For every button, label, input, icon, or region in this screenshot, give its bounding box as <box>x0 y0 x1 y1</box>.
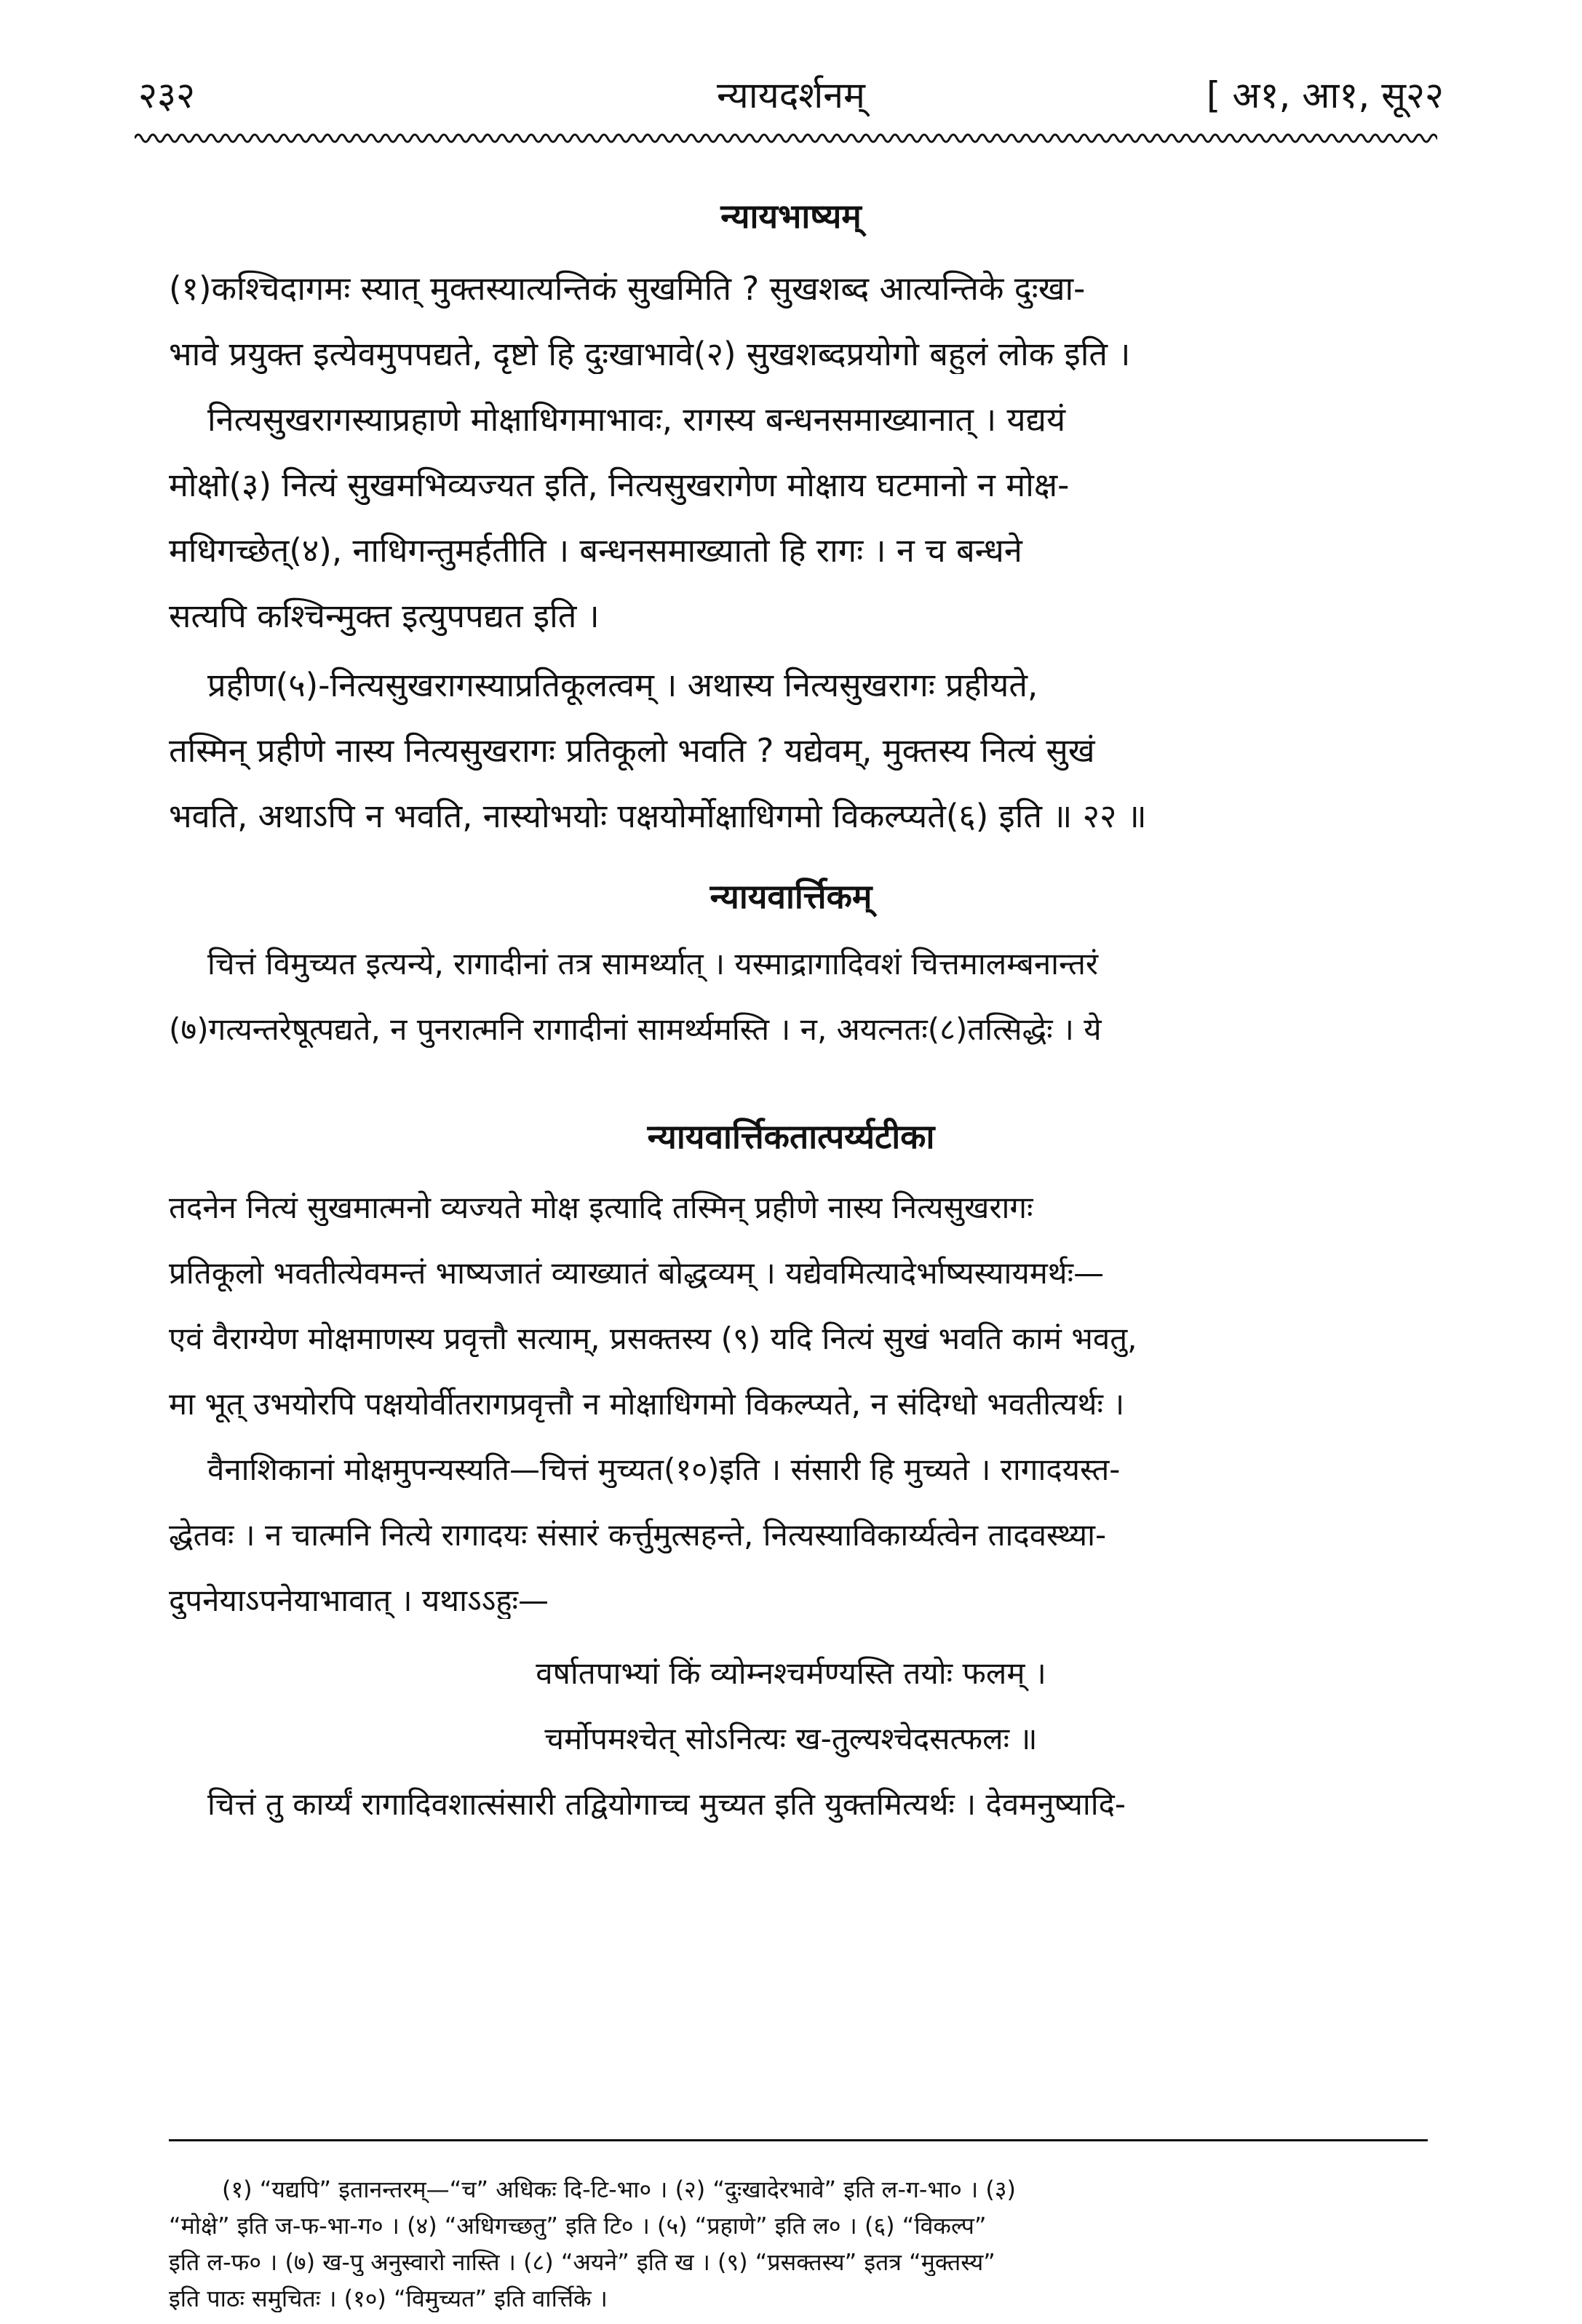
tika-line-7: दुपनेयाऽपनेयाभावात् । यथाऽऽहुः— <box>169 1583 549 1618</box>
footnote-rule <box>169 2139 1428 2141</box>
verse-line-2: चर्मोपमश्चेत् सोऽनित्यः ख-तुल्यश्चेदसत्फलः ॥ <box>544 1721 1038 1756</box>
tika-line-1: तदनेन नित्यं सुखमात्मनो व्यज्यते मोक्ष इत्यादि तस्मिन् प्रहीणे नास्य नित्यसुखरागः <box>169 1190 1033 1225</box>
varttika-line-1: चित्तं विमुच्यत इत्यन्ये, रागादीनां तत्र सामर्थ्यात् । यस्माद्रागादिवशं चित्तमालम्बनान्तरं <box>207 946 1099 982</box>
chapter-reference: [ अ१, आ१, सू२२ <box>1206 74 1444 116</box>
book-title: न्यायदर्शनम् <box>717 74 865 116</box>
varttika-line-2: (७)गत्यन्तरेषूत्पद्यते, न पुनरात्मनि रागादीनां सामर्थ्यमस्ति । न, अयत्नतः(८)तत्सिद्धेः । ये <box>169 1011 1102 1047</box>
bhashya-heading: न्यायभाष्यम् <box>720 196 862 236</box>
tika-line-2: प्रतिकूलो भवतीत्येवमन्तं भाष्यजातं व्याख्यातं बोद्धव्यम् । यद्येवमित्यादेर्भाष्यस्यायमर्थः— <box>169 1255 1105 1291</box>
bhashya-line-1: (१)कश्चिदागमः स्यात् मुक्तस्यात्यन्तिकं सुखमिति ? सुखशब्द आत्यन्तिके दुःखा- <box>169 269 1086 308</box>
bhashya-line-2: भावे प्रयुक्त इत्येवमुपपद्यते, दृष्टो हि दुःखाभावे(२) सुखशब्दप्रयोगो बहुलं लोक इति । <box>169 335 1131 373</box>
footnote-line-2: “मोक्षे” इति ज-फ-भा-ग० । (४) “अधिगच्छतु” इति टि० । (५) “प्रहाणे” इति ल० । (६) “विकल्प” <box>169 2212 987 2240</box>
verse-line-1: वर्षातपाभ्यां किं व्योम्नश्चर्मण्यस्ति तयोः फलम् । <box>536 1655 1046 1691</box>
bhashya-line-5: मधिगच्छेत्(४), नाधिगन्तुमर्हतीति । बन्धनसमाख्यातो हि रागः । न च बन्धने <box>169 531 1022 570</box>
bhashya-line-6: सत्यपि कश्चिन्मुक्त इत्युपपद्यत इति । <box>169 597 600 635</box>
bhashya-line-4: मोक्षो(३) नित्यं सुखमभिव्यज्यत इति, नित्यसुखरागेण मोक्षाय घटमानो न मोक्ष- <box>169 466 1070 504</box>
bhashya-line-7: प्रहीण(५)-नित्यसुखरागस्याप्रतिकूलत्वम् । अथास्य नित्यसुखरागः प्रहीयते, <box>207 666 1038 704</box>
tika-line-6: द्धेतवः । न चात्मनि नित्ये रागादयः संसारं कर्त्तुमुत्सहन्ते, नित्यस्याविकार्य्यत्वेन तादवस्थ्या- <box>169 1517 1107 1553</box>
running-header <box>138 69 1444 127</box>
bhashya-line-8: तस्मिन् प्रहीणे नास्य नित्यसुखरागः प्रतिकूलो भवति ? यद्येवम्, मुक्तस्य नित्यं सुखं <box>169 731 1095 770</box>
bhashya-line-3: नित्यसुखरागस्याप्रहाणे मोक्षाधिगमाभावः, रागस्य बन्धनसमाख्यानात् । यद्ययं <box>207 400 1066 439</box>
tika-line-5: वैनाशिकानां मोक्षमुपन्यस्यति—चित्तं मुच्यत(१०)इति । संसारी हि मुच्यते । रागादयस्त- <box>207 1452 1121 1487</box>
varttika-heading: न्यायवार्त्तिकम् <box>709 877 873 916</box>
footnote-line-3: इति ल-फ० । (७) ख-पु अनुस्वारो नास्ति । (८) “अयने” इति ख । (९) “प्रसक्तस्य” इतत्र “मुक्तस्य” <box>169 2248 995 2276</box>
tika-last-line: चित्तं तु कार्य्यं रागादिवशात्संसारी तद्वियोगाच्च मुच्यत इति युक्तमित्यर्थः । देवमनुष्यादि- <box>207 1786 1126 1822</box>
tika-line-4: मा भूत् उभयोरपि पक्षयोर्वीतरागप्रवृत्तौ न मोक्षाधिगमो विकल्प्यते, न संदिग्धो भवतीत्यर्थः । <box>169 1386 1125 1422</box>
footnote-line-4: इति पाठः समुचितः । (१०) “विमुच्यत” इति वार्त्तिके । <box>169 2285 608 2312</box>
footnote-line-1: (१) “यद्यपि” इतानन्तरम्—“च” अधिकः दि-टि-भा० । (२) “दुःखादेरभावे” इति ल-ग-भा० । (३) <box>222 2176 1016 2203</box>
wavy-divider <box>135 130 1437 147</box>
bhashya-line-9: भवति, अथाऽपि न भवति, नास्योभयोः पक्षयोर्मोक्षाधिगमो विकल्प्यते(६) इति ॥ २२ ॥ <box>169 797 1147 835</box>
tika-line-3: एवं वैराग्येण मोक्षमाणस्य प्रवृत्तौ सत्याम्, प्रसक्तस्य (९) यदि नित्यं सुखं भवति कामं भवतु, <box>169 1321 1137 1356</box>
tika-heading: न्यायवार्त्तिकतात्पर्य्यटीका <box>647 1117 935 1156</box>
page-number: २३२ <box>138 74 195 116</box>
